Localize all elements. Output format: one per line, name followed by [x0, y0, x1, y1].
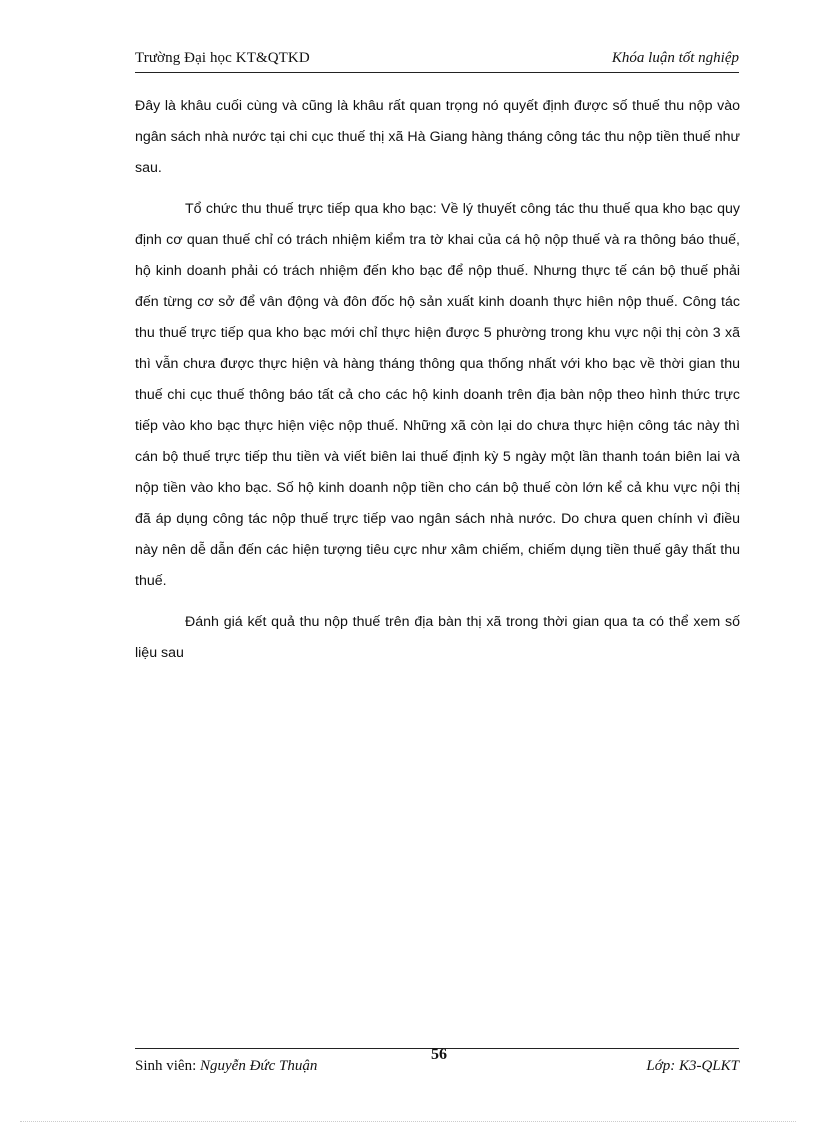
university-name: Trường Đại học KT&QTKD: [135, 50, 310, 66]
class-label: Lớp: K3-QLKT: [646, 1058, 739, 1074]
paragraph-3: Đánh giá kết quả thu nộp thuế trên địa bàn thị xã trong thời gian qua ta có thể xem số liệu sau: [135, 614, 740, 661]
page-bottom-divider: [20, 1121, 796, 1122]
page-footer: [135, 1048, 739, 1079]
page-number: 56: [431, 1046, 447, 1063]
student-label: Sinh viên:: [135, 1058, 197, 1074]
body-text: [135, 91, 740, 669]
paragraph-2: Tổ chức thu thuế trực tiếp qua kho bạc: Về lý thuyết công tác thu thuế qua kho bạc quy định cơ quan thuế chỉ có trách nhiệm kiểm tra tờ khai của cá hộ nộp thuế và ra thông báo thuế, hộ kinh doanh phải có trách nhiệm đến kho bạc để nộp thuế. Nhưng thực tế cán bộ thuế phải đến từng cơ sở để vân động và đôn đốc hộ sản xuất kinh doanh thực hiên nộp thuế. Công tác thu thuế trực tiếp qua kho bạc mới chỉ thực hiện được 5 phường trong khu vực nội thị còn 3 xã thì vẫn chưa được thực hiện và hàng tháng thông qua thống nhất với kho bạc về thời gian thu thuế chi cục thuế thông báo tất cả cho các hộ kinh doanh trên địa bàn nộp theo hình thức trực tiếp vào kho bạc thực hiện việc nộp thuế. Những xã còn lại do chưa thực hiện công tác này thì cán bộ thuế trực tiếp thu tiền và viết biên lai thuế định kỳ 5 ngày một lần thanh toán biên lai và nộp tiền vào kho bạc. Số hộ kinh doanh nộp tiền cho cán bộ thuế còn lớn kể cả khu vực nội thị đã áp dụng công tác nộp thuế trực tiếp vao ngân sách nhà nước. Do chưa quen chính vì điều này nên dễ dẫn đến các hiện tượng tiêu cực như xâm chiếm, chiếm dụng tiền thuế gây thất thu thuế.: [135, 201, 740, 589]
page-header: [135, 48, 739, 73]
student-info: [135, 1058, 317, 1075]
student-name: Nguyễn Đức Thuận: [200, 1058, 318, 1074]
paragraph-1: Đây là khâu cuối cùng và cũng là khâu rất quan trọng nó quyết định được số thuế thu nộp vào ngân sách nhà nước tại chi cục thuế thị xã Hà Giang hàng tháng công tác thu nộp tiền thuế như sau.: [135, 98, 740, 176]
document-type: Khóa luận tốt nghiệp: [611, 50, 739, 66]
